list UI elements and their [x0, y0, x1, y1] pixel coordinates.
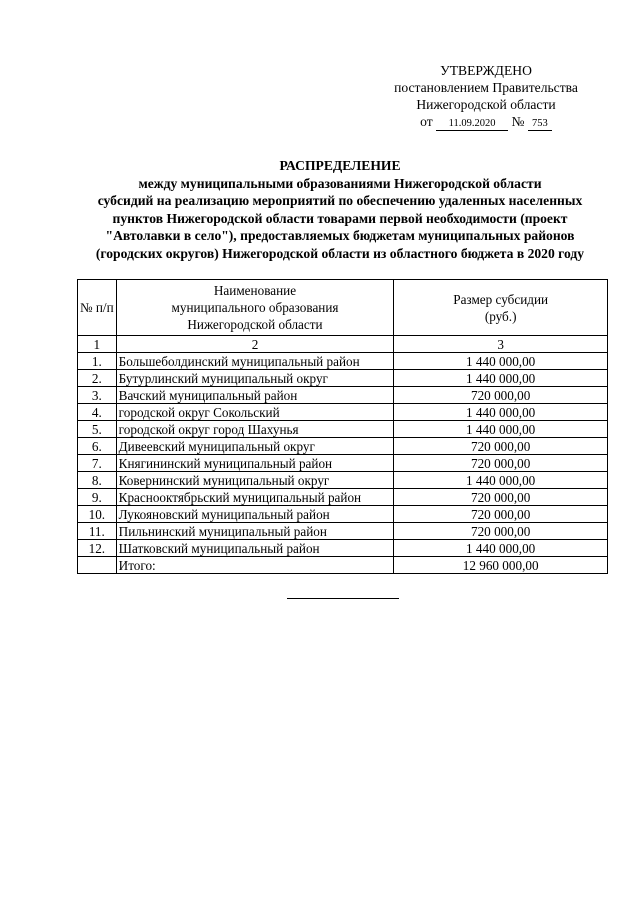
row-amount: 720 000,00 [394, 523, 608, 540]
row-number: 10. [78, 506, 117, 523]
approval-heading: УТВЕРЖДЕНО [440, 63, 532, 78]
column-number: 2 [116, 336, 394, 353]
title-line: пунктов Нижегородской области товарами первой необходимости (проект [112, 210, 568, 226]
row-amount: 720 000,00 [394, 489, 608, 506]
total-amount: 12 960 000,00 [394, 557, 608, 574]
table-row [78, 387, 608, 404]
table-row [78, 421, 608, 438]
table-row [78, 353, 608, 370]
row-amount: 1 440 000,00 [394, 353, 608, 370]
header-amount-line: Размер субсидии [453, 291, 549, 307]
row-amount: 720 000,00 [394, 387, 608, 404]
row-amount: 720 000,00 [394, 438, 608, 455]
row-name: городской округ Сокольский [116, 404, 394, 421]
total-row [78, 557, 608, 574]
document-title [60, 157, 620, 262]
row-name: Княгининский муниципальный район [116, 455, 394, 472]
row-name: Лукояновский муниципальный район [116, 506, 394, 523]
distribution-table [77, 279, 608, 574]
row-amount: 1 440 000,00 [394, 370, 608, 387]
row-number: 5. [78, 421, 117, 438]
approval-reference [370, 113, 602, 131]
row-name: Вачский муниципальный район [116, 387, 394, 404]
row-name: Пильнинский муниципальный район [116, 523, 394, 540]
row-number: 1. [78, 353, 117, 370]
column-number: 3 [394, 336, 608, 353]
approval-line-2: Нижегородской области [416, 97, 556, 112]
approval-date-prefix: от [420, 114, 433, 129]
approval-date: 11.09.2020 [436, 118, 508, 131]
row-amount: 720 000,00 [394, 506, 608, 523]
table-row [78, 370, 608, 387]
row-number: 7. [78, 455, 117, 472]
title-line: (городских округов) Нижегородской области из областного бюджета в 2020 году [95, 245, 585, 261]
table-header-row [78, 280, 608, 336]
title-heading: РАСПРЕДЕЛЕНИЕ [279, 158, 401, 173]
table-row [78, 438, 608, 455]
row-name: Бутурлинский муниципальный округ [116, 370, 394, 387]
approval-number: 753 [528, 118, 552, 131]
row-number: 9. [78, 489, 117, 506]
table-row [78, 404, 608, 421]
header-num: № п/п [78, 280, 117, 336]
approval-stamp [370, 62, 602, 131]
approval-number-sign: № [511, 114, 525, 129]
row-name: Шатковский муниципальный район [116, 540, 394, 557]
table-row [78, 455, 608, 472]
header-name-line: Нижегородской области [187, 317, 323, 332]
row-amount: 1 440 000,00 [394, 472, 608, 489]
row-amount: 1 440 000,00 [394, 404, 608, 421]
table-row [78, 523, 608, 540]
row-number: 3. [78, 387, 117, 404]
table-row [78, 506, 608, 523]
row-name: Большеболдинский муниципальный район [116, 353, 394, 370]
row-number: 11. [78, 523, 117, 540]
header-amount [394, 280, 608, 336]
total-num [78, 557, 117, 574]
row-amount: 720 000,00 [394, 455, 608, 472]
header-name [116, 280, 394, 336]
title-line: "Автолавки в село"), предоставляемых бюджетам муниципальных районов [105, 228, 575, 243]
column-number-row [78, 336, 608, 353]
row-name: Дивеевский муниципальный округ [116, 438, 394, 455]
row-number: 4. [78, 404, 117, 421]
total-label: Итого: [116, 557, 394, 574]
approval-line-1: постановлением Правительства [394, 80, 578, 95]
end-divider [287, 598, 399, 599]
title-line: субсидий на реализацию мероприятий по обеспечению удаленных населенных [97, 193, 583, 208]
row-name: Краснооктябрьский муниципальный район [116, 489, 394, 506]
table-row [78, 472, 608, 489]
header-name-line: Наименование [213, 283, 297, 298]
row-amount: 1 440 000,00 [394, 421, 608, 438]
table-row [78, 540, 608, 557]
title-line: между муниципальными образованиями Нижегородской области [138, 175, 542, 191]
row-number: 6. [78, 438, 117, 455]
row-amount: 1 440 000,00 [394, 540, 608, 557]
row-number: 8. [78, 472, 117, 489]
row-name: Ковернинский муниципальный округ [116, 472, 394, 489]
header-amount-line: (руб.) [484, 308, 517, 324]
header-name-line: муниципального образования [171, 300, 339, 315]
table-body [78, 353, 608, 557]
row-name: городской округ город Шахунья [116, 421, 394, 438]
table-row [78, 489, 608, 506]
row-number: 2. [78, 370, 117, 387]
column-number: 1 [78, 336, 117, 353]
row-number: 12. [78, 540, 117, 557]
